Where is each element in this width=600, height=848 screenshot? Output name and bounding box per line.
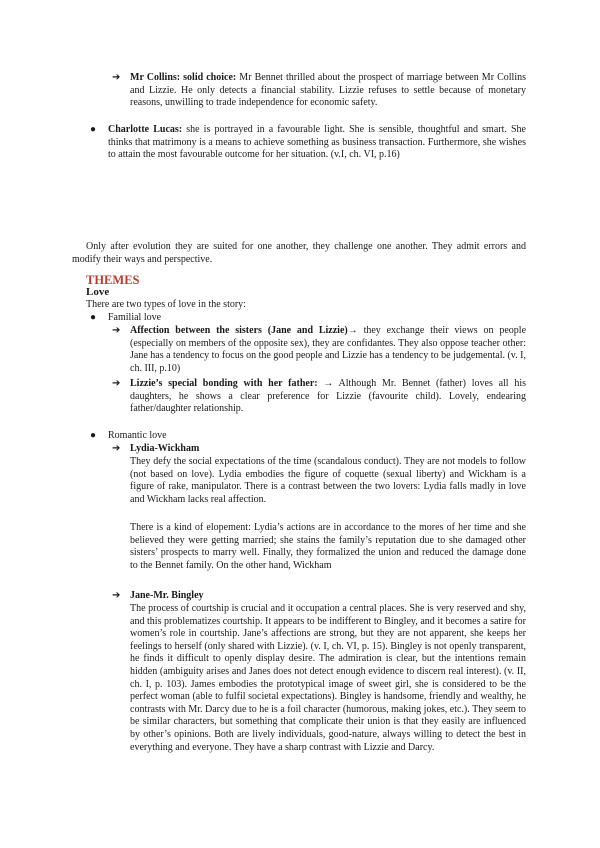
father-paragraph <box>130 378 526 416</box>
lydia-heading <box>130 443 199 456</box>
collins-text: Mr Bennet thrilled about the prospect of marriage between Mr Collins and Lizzie. He only detects a financial stability. Lizzie refuses to settle because of monetary reasons, unwilling to trade independence for economic safety. <box>130 72 526 109</box>
lydia-paragraph-1: They defy the social expectations of the time (scandalous conduct). They are not models to follow (not based on love). Lydia embodies the figure of coquette (sexual liberty) and Wickham is a figure of rake, manipulator. There is a contrast between the two lovers: Lydia falls madly in love and Wickham lacks real affection. <box>130 456 526 505</box>
love-intro: There are two types of love in the story: <box>86 299 246 310</box>
bullet-icon: ● <box>90 312 97 323</box>
charlotte-label: Charlotte Lucas: <box>108 124 183 135</box>
arrow-icon: ➔ <box>112 325 121 336</box>
bullet-icon: ● <box>90 430 97 441</box>
bullet-icon: ● <box>90 124 97 135</box>
themes-title: THEMES <box>86 273 140 287</box>
familial-love-label: Familial love <box>108 312 162 323</box>
lydia-paragraph-2: There is a kind of elopement: Lydia’s actions are in accordance to the mores of her time and she believed they were getting married; she stains the family’s reputation due to she damaged other sisters’ prospects to marry well. Finally, they formalized the union and reduced the damage done to the Bennet family. On the other hand, Wickham <box>130 522 526 571</box>
sisters-text: → they exchange their views on people (especially on members of the opposite sex), they are confidantes. They also oppose teacher other: Jane has a tendency to focus on the good people and Lizzie has a tendency to be judgemental. (v. I, ch. III, p.10) <box>130 325 527 374</box>
jane-heading <box>130 590 204 603</box>
lydia-label: Lydia-Wickham <box>130 443 200 454</box>
father-label: Lizzie’s special bonding with her father: <box>130 378 318 389</box>
charlotte-paragraph <box>108 124 526 162</box>
arrow-icon: ➔ <box>112 72 121 83</box>
sisters-label: Affection between the sisters (Jane and Lizzie) <box>130 325 348 336</box>
arrow-icon: ➔ <box>112 590 121 601</box>
evolution-paragraph: Only after evolution they are suited for one another, they challenge one another. They admit errors and modify their ways and perspective. <box>72 241 526 265</box>
love-heading: Love <box>86 286 110 298</box>
arrow-icon: ➔ <box>112 443 121 454</box>
father-text: → Although Mr. Bennet (father) loves all his daughters, he shows a clear preference for Lizzie (favourite child). Lovely, endearing father/daughter relationship. <box>130 378 526 415</box>
jane-paragraph: The process of courtship is crucial and it occupation a central places. She is very reserved and shy, and this problematizes courtship. It appears to be indifferent to Bingley, and it becomes a satire for women’s role in courtship. Jane’s affections are strong, but they are not apparent, she keeps her feelings to herself (only shared with Lizzie). (v. I, ch. VI, p. 15). Bingley is not openly transparent, he finds it difficult to openly display desire. The admiration is clear, but the intentions remain hidden (ambiguity arises and Janes does not detect enough evidence to discern real interest). (v. II, ch. I, p. 103). James embodies the prototypical image of sweet girl, she is considered to be the perfect woman (able to fulfil societal expectations). Bingley is handsome, friendly and wealthy, he contrasts with Mr. Darcy due to he is a foil character (humorous, making jokes, etc.). They seem to be similar characters, but something that complicate their union is that they easily are influenced by other’s opinions. Both are lively individuals, good-nature, always willing to detect the best in everything and everyone. They have a sharp contrast with Lizzie and Darcy. <box>130 603 526 753</box>
sisters-paragraph <box>130 325 526 375</box>
collins-label: Mr Collins: solid choice: <box>130 72 237 83</box>
charlotte-text: she is portrayed in a favourable light. She is sensible, thoughtful and smart. She thinks that matrimony is a means to achieve something as business transaction. Furthermore, she wishes to attain the most favourable outcome for her situation. (v.I, ch. VI, p.16) <box>108 124 526 161</box>
arrow-icon: ➔ <box>112 378 121 389</box>
romantic-love-label: Romantic love <box>108 430 167 441</box>
jane-label: Jane-Mr. Bingley <box>130 590 204 601</box>
collins-paragraph <box>130 72 526 110</box>
